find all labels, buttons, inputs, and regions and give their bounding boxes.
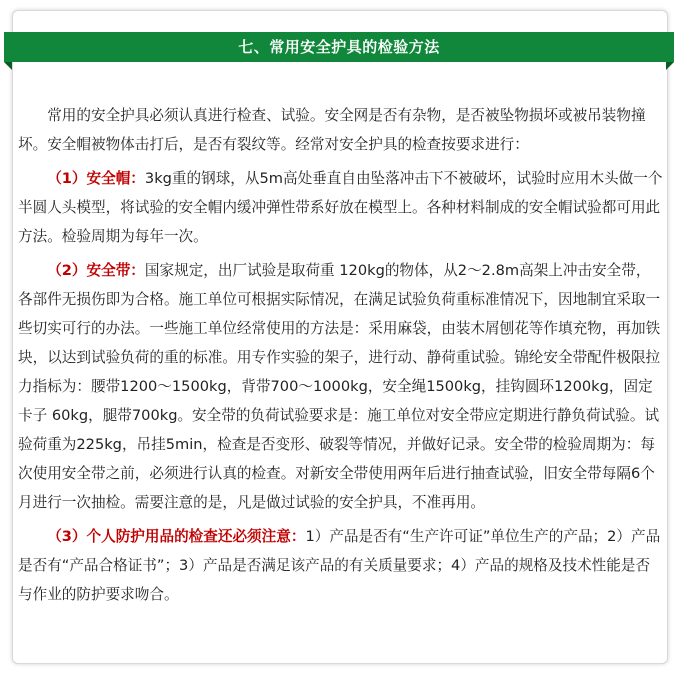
section-title-banner: 七、常用安全护具的检验方法 (4, 32, 674, 62)
intro-paragraph: 常用的安全护具必须认真进行检查、试验。安全网是否有杂物，是否被坠物损坏或被吊装物撞坏。安全帽被物体击打后，是否有裂纹等。经常对安全护具的检查按要求进行： (18, 107, 646, 153)
section-ppe-check-text: 1）产品是否有“生产许可证”单位生产的产品；2）产品是否有“产品合格证书”；3）产品是否满足该产品的有关质量要求；4）产品的规格及技术性能是否与作业的防护要求吻合。 (18, 528, 661, 603)
section-helmet-text: 3kg重的钢球，从5m高处垂直自由坠落冲击下不被破坏，试验时应用木头做一个半圆人头模型，将试验的安全帽内缓冲弹性带系好放在模型上。各种材料制成的安全帽试验都可用此方法。检验周期为每年一次。 (18, 170, 663, 245)
section-ppe-check (18, 522, 663, 609)
section-safety-belt (18, 256, 663, 517)
section-helmet-label: （1）安全帽： (47, 170, 145, 187)
banner-fold-left (4, 62, 12, 70)
section-safety-belt-label: （2）安全带： (47, 262, 145, 279)
section-helmet (18, 164, 663, 251)
article-body (18, 101, 663, 609)
banner-fold-right (666, 62, 674, 70)
section-safety-belt-text: 国家规定，出厂试验是取荷重 120kg的物体，从2～2.8m高架上冲击安全带，各部件无损伤即为合格。施工单位可根据实际情况，在满足试验负荷重标准情况下，因地制宜采取一些切实可行的办法。一些施工单位经常使用的方法是：采用麻袋，由装木屑刨花等作填充物，再加铁块，以达到试验负荷的重的标准。用专作实验的架子，进行动、静荷重试验。锦纶安全带配件极限拉力指标为：腰带1200～1500kg，背带700～1000kg，安全绳1500kg，挂钩圆环1200kg，固定卡子 60kg，腿带700kg。安全带的负荷试验要求是：施工单位对安全带应定期进行静负荷试验。试验荷重为225kg，吊挂5min，检查是否变形、破裂等情况，并做好记录。安全带的检验周期为：每次使用安全带之前，必须进行认真的检查。对新安全带使用两年后进行抽查试验，旧安全带每隔6个月进行一次抽检。需要注意的是，凡是做过试验的安全护具，不准再用。 (18, 262, 661, 511)
section-ppe-check-label: （3）个人防护用品的检查还必须注意： (47, 528, 306, 545)
